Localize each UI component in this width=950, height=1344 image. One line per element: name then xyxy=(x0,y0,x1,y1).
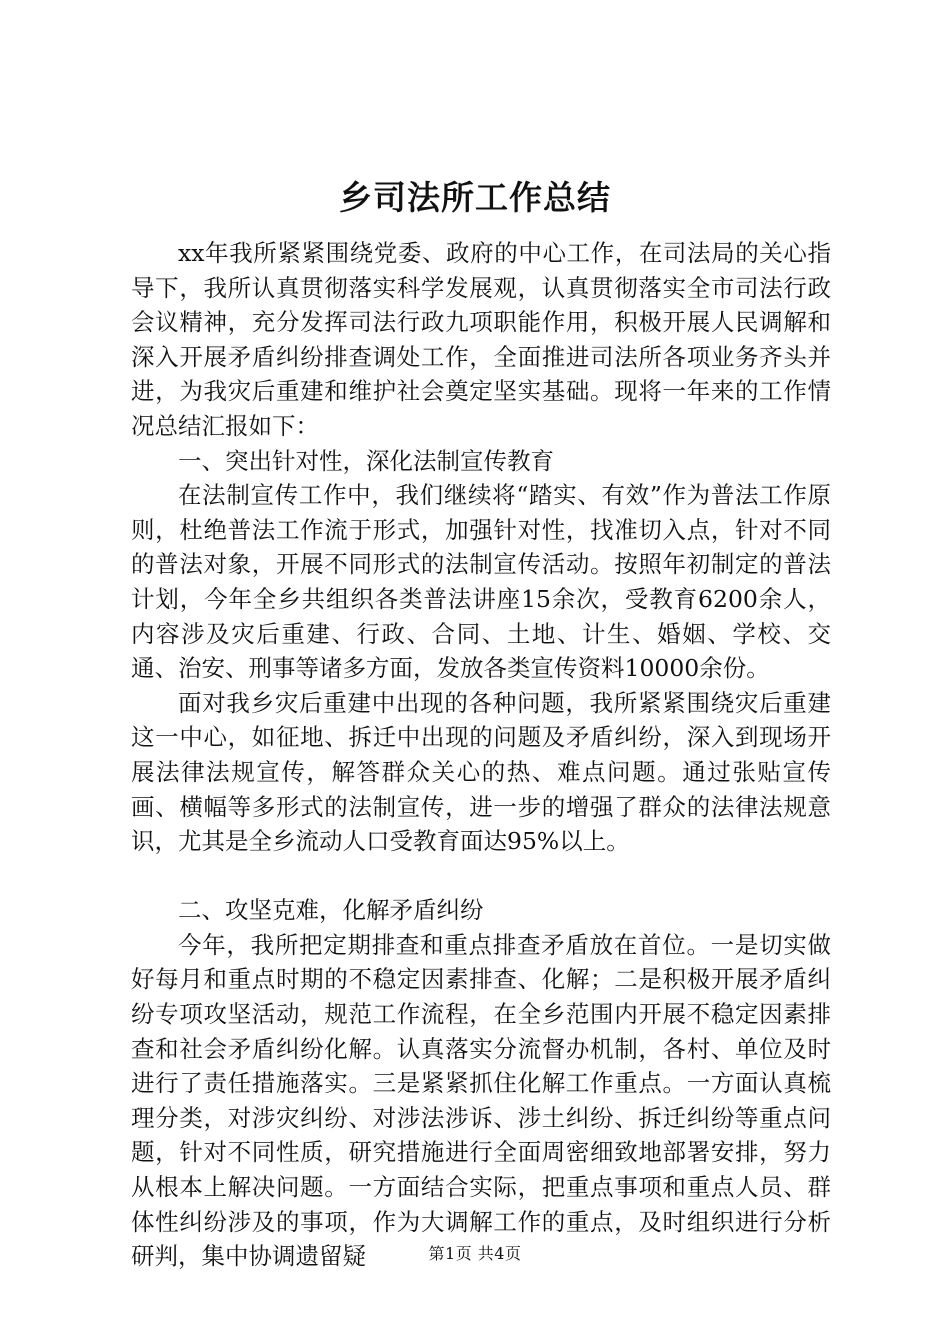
paragraph-spacer xyxy=(131,859,831,894)
page-number-footer: 第1页 共4页 xyxy=(428,1244,522,1263)
document-title: 乡司法所工作总结 xyxy=(339,178,611,217)
section-heading-1: 一、突出针对性，深化法制宣传教育 xyxy=(178,446,554,475)
intro-paragraph: xx年我所紧紧围绕党委、政府的中心工作，在司法局的关心指导下，我所认真贯彻落实科学发展观，认真贯彻落实全市司法行政会议精神，充分发挥司法行政九项职能作用，积极开展人民调解和深入开展矛盾纠纷排查调处工作，全面推进司法所各项业务齐头并进，为我灾后重建和维护社会奠定坚实基础。现将一年来的工作情况总结汇报如下： xyxy=(131,239,831,440)
section-1-paragraph-2: 面对我乡灾后重建中出现的各种问题，我所紧紧围绕灾后重建这一中心，如征地、拆迁中出现的问题及矛盾纠纷，深入到现场开展法律法规宣传，解答群众关心的热、难点问题。通过张贴宣传画、横幅等多形式的法制宣传，进一步的增强了群众的法律法规意识，尤其是全乡流动人口受教育面达95%以上。 xyxy=(131,688,831,856)
section-heading-2: 二、攻坚克难，化解矛盾纠纷 xyxy=(178,896,484,925)
section-1-paragraph-1: 在法制宣传工作中，我们继续将“踏实、有效”作为普法工作原则，杜绝普法工作流于形式，加强针对性，找准切入点，针对不同的普法对象，开展不同形式的法制宣传活动。按照年初制定的普法计划，今年全乡共组织各类普法讲座15余次，受教育6200余人，内容涉及灾后重建、行政、合同、土地、计生、婚姻、学校、交通、治安、刑事等诸多方面，发放各类宣传资料10000余份。 xyxy=(131,481,831,683)
section-2-paragraph-1: 今年，我所把定期排查和重点排查矛盾放在首位。一是切实做好每月和重点时期的不稳定因素排查、化解；二是积极开展矛盾纠纷专项攻坚活动，规范工作流程，在全乡范围内开展不稳定因素排查和社会矛盾纠纷化解。认真落实分流督办机制，各村、单位及时进行了责任措施落实。三是紧紧抓住化解工作重点。一方面认真梳理分类，对涉灾纠纷、对涉法涉诉、涉土纠纷、拆迁纠纷等重点问题，针对不同性质，研究措施进行全面周密细致地部署安排，努力从根本上解决问题。一方面结合实际，把重点事项和重点人员、群体性纠纷涉及的事项，作为大调解工作的重点，及时组织进行分析研判，集中协调遗留疑 xyxy=(131,930,831,1271)
document-body xyxy=(131,236,831,1274)
